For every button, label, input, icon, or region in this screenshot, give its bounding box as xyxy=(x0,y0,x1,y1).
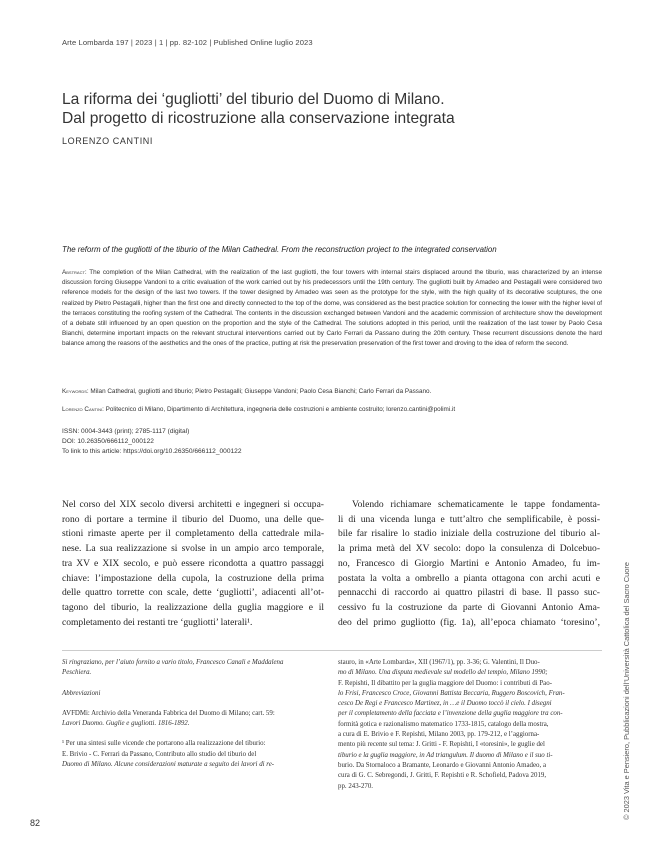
acknowledgement-line: Si ringraziano, per l’aiuto fornito a vario titolo, Francesco Canali e Maddalena xyxy=(62,659,284,666)
doi: DOI: 10.26350/666112_000122 xyxy=(62,438,154,446)
affiliation-label: Lorenzo Cantini: xyxy=(62,406,104,413)
footnote-line: a cura di E. Brivio e F. Repishti, Milano 2003, pp. 179-212, e l’aggiorna- xyxy=(338,731,540,739)
affiliation-text: Politecnico di Milano, Dipartimento di Architettura, ingegneria delle costruzioni e ambiente costruito; lorenzo.cantini@polimi.it xyxy=(103,406,456,413)
footnotes-right xyxy=(338,658,600,792)
footnote-line: mento più recente sul tema: J. Gritti - F. Repishti, I «toresini», le guglie del xyxy=(338,741,545,749)
footnote-line: Duomo di Milano. Alcune considerazioni maturate a seguito dei lavori di re- xyxy=(62,761,275,769)
title-line-1: La riforma dei ‘gugliotti’ del tiburio del Duomo di Milano. xyxy=(62,91,445,108)
body-line: rono di portare a termine il tiburio del Duomo, una delle que- xyxy=(62,513,324,525)
keywords xyxy=(62,388,602,395)
body-line: Volendo richiamare schematicamente le tappe fondamenta- xyxy=(352,499,600,510)
footnote-line: E. Brivio - C. Ferrari da Passano, Contributo allo studio del tiburio del xyxy=(62,750,257,758)
body-line: tagono del tiburio, la realizzazione della guglia maggiore e il xyxy=(62,601,324,613)
body-column-right xyxy=(338,498,600,630)
affiliation xyxy=(62,406,602,413)
footnote-line: burio. Da Stornaloco a Bramante, Leonardo e Giovanni Antonio Amadeo, a xyxy=(338,761,547,769)
body-line: delle quattro torrette con scale, dette ‘gugliotti’, adiacenti all’ot- xyxy=(62,587,324,599)
acknowledgement-line: Peschiera. xyxy=(62,669,92,677)
abbreviations-heading: Abbreviazioni xyxy=(62,689,101,697)
copyright-sidebar: © 2023 Vita e Pensiero, Pubblicazioni dell’Università Cattolica del Sacro Cuore xyxy=(622,562,631,820)
keywords-text: Milan Cathedral, gugliotti and tiburio; Pietro Pestagalli; Giuseppe Vandoni; Paolo Cesa Bianchi; Carlo Ferrari da Passano. xyxy=(88,388,432,395)
issn: ISSN: 0004-3443 (print); 2785-1117 (digital) xyxy=(62,428,190,435)
abstract-label: Abstract: xyxy=(62,269,87,276)
footnote-line: cesco De Regi e Francesco Martinez, in …e il Duomo toccò il cielo. I disegni xyxy=(338,700,552,708)
article-title xyxy=(62,90,542,128)
abstract-text: The completion of the Milan Cathedral, with the realization of the last gugliotti, the four towers with internal stairs displaced around the tiburio, was characterized by an intense discussion forcing Giuseppe Vandoni to a critic evaluation of the work carried out by his predecessors until the 19th century. The gugliotti built by Amadeo and Pestagalli were considered two reference models for the design of the last two towers. If the tower designed by Amadeo was seen as the prototype for the style, with the high quality of its decorative sculptures, the one realized by Pietro Pestagalli, higher than the first one and directly connected to the top of the dome, was considered as the best practice solution for connecting the lower with the higher level of the terraces constituting the roofing system of the Cathedral. The contents in the discussion exchanged between Vandoni and the academic commission of architecture show the development of a debate still influenced by an open question on the proportion and the style of the Cathedral. The solutions adopted in this period, until the realization of the last tower by Paolo Cesa Bianchi, determine important impacts on the relevant structural interventions carried out by Carlo Ferrari da Passano during the 20th century. These recurrent discussions denote the hard balance among the reasons of the aesthetics and the ones of the practice, putting at risk the preservation preservation of the first tower and droving to the idea of reform the second. xyxy=(62,269,602,348)
author-name: LORENZO CANTINI xyxy=(62,136,154,146)
journal-header: Arte Lombarda 197 | 2023 | 1 | pp. 82-102 | Published Online luglio 2023 xyxy=(62,38,313,47)
footnote-line: lo Frisi, Francesco Croce, Giovanni Battista Beccaria, Ruggero Boscovich, Fran- xyxy=(338,689,565,697)
footnote-line: F. Repishti, Il dibattito per la guglia maggiore del Duomo: i contributi di Pao- xyxy=(338,679,552,687)
body-line: pennacchi di raccordo ai quattro pilastri di base. Il passo suc- xyxy=(338,587,600,599)
body-line: stioni rimaste aperte per il completamento della cattedrale mila- xyxy=(62,528,324,540)
footnote-line: tiburio e la guglia maggiore, in Ad triangulum. Il duomo di Milano e il suo ti- xyxy=(338,751,553,759)
title-line-2: Dal progetto di ricostruzione alla conservazione integrata xyxy=(62,110,455,127)
footnote-line: per il completamento della facciata e l’invenzione della guglia maggiore tra con- xyxy=(338,710,563,718)
body-line: Nel corso del XIX secolo diversi architetti e ingegneri si occupa- xyxy=(62,499,324,510)
body-line: bile far risalire lo stadio iniziale della costruzione del tiburio al- xyxy=(338,528,600,540)
body-line: chiave: l’impostazione della cupola, la costruzione della prima xyxy=(62,572,324,584)
footnote-divider xyxy=(62,650,602,651)
en-title-term-2: tiburio xyxy=(176,245,198,254)
body-line: li di una vicenda lunga e tutt’altro che semplificabile, è possi- xyxy=(338,513,600,525)
keywords-label: Keywords: xyxy=(62,388,89,395)
body-line: la prima metà del XV secolo: dopo la consulenza di Dolcebuo- xyxy=(338,543,600,555)
body-line: completamento dei restanti tre ‘gugliotti’ laterali¹. xyxy=(62,616,253,628)
abbreviation-line: AVFDMi: Archivio della Veneranda Fabbrica del Duomo di Milano; cart. 59: xyxy=(62,709,275,717)
body-line: cessivo fu la costruzione da parte di Giovanni Antonio Ama- xyxy=(338,601,600,613)
body-line: no, Francesco di Giorgio Martini e Antonio Amadeo, fu im- xyxy=(338,557,600,569)
english-title xyxy=(62,245,602,254)
body-line: tra XV e XIX secolo, e può essere ricondotta a quattro passaggi xyxy=(62,557,324,569)
abbreviation-line: Lavori Duomo. Guglie e gugliotti. 1816-1892. xyxy=(62,720,190,728)
body-line: postata la volta a ombrello a pianta ottagona con archi acuti e xyxy=(338,572,600,584)
body-line: nese. La sua realizzazione si svolse in un ampio arco temporale, xyxy=(62,543,324,555)
abstract xyxy=(62,268,602,350)
doi-link[interactable]: To link to this article: https://doi.org/10.26350/666112_000122 xyxy=(62,448,242,456)
footnote-line: ¹ Per una sintesi sulle vicende che portarono alla realizzazione del tiburio: xyxy=(62,740,266,748)
en-title-prefix: The reform of the xyxy=(62,245,125,254)
footnote-line: pp. 243-270. xyxy=(338,782,374,790)
page-number: 82 xyxy=(30,818,41,828)
footnotes-left xyxy=(62,658,324,770)
body-column-left xyxy=(62,498,324,630)
en-title-term-1: gugliotti xyxy=(124,245,152,254)
body-line: deo del primo gugliotto (fig. 1a), all’epoca chiamato ‘toresino’, xyxy=(338,616,600,628)
footnote-line: formità gotica e razionalismo matematico 1733-1815, catalogo della mostra, xyxy=(338,720,549,728)
en-title-middle: of the xyxy=(151,245,177,254)
footnote-line: cura di G. C. Sebregondi, J. Gritti, F. Repishti e R. Schofield, Padova 2019, xyxy=(338,772,547,780)
article-identifiers xyxy=(62,427,242,458)
footnote-line: stauro, in «Arte Lombarda», XII (1967/1), pp. 3-36; G. Valentini, Il Duo- xyxy=(338,659,540,666)
footnote-line: mo di Milano. Una disputa medievale sul modello del tempio, Milano 1990; xyxy=(338,669,548,677)
en-title-suffix: of the Milan Cathedral. From the reconstruction project to the integrated conservation xyxy=(197,245,497,254)
